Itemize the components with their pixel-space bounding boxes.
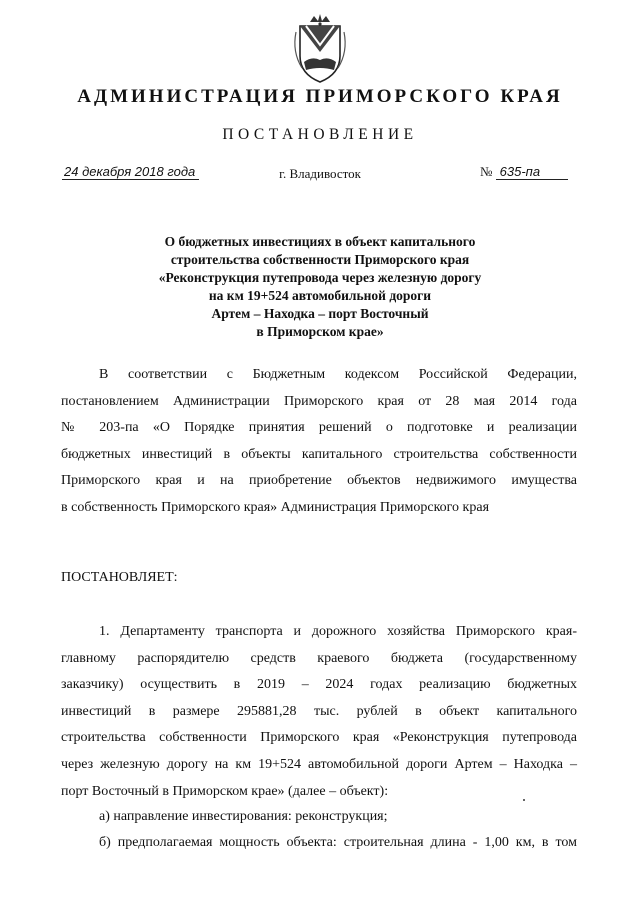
number-prefix: № xyxy=(480,164,493,179)
title-line: «Реконструкция путепровода через железную дорогу xyxy=(158,270,482,285)
preamble-line: постановлением Администрации Приморского края от 28 мая 2014 года xyxy=(61,393,577,409)
title-line: строительства собственности Приморского края xyxy=(170,252,470,267)
document-city: г. Владивосток xyxy=(279,166,361,181)
subitem-b: б) предполагаемая мощность объекта: строительная длина - 1,00 км, в том xyxy=(99,835,577,850)
title-line: О бюджетных инвестициях в объект капитального xyxy=(164,234,476,249)
preamble-paragraph xyxy=(61,362,577,522)
item-1-line: заказчику) осуществить в 2019 – 2024 годах реализацию бюджетных xyxy=(61,677,577,693)
item-1-line: главному распорядителю средств краевого бюджета (государственному xyxy=(61,650,577,666)
document-title xyxy=(120,233,520,341)
item-1-line: порт Восточный в Приморском крае» (далее – объект): xyxy=(61,783,389,799)
scan-speck xyxy=(523,799,525,801)
subitem-a-paragraph xyxy=(61,804,577,831)
item-1-line: строительства собственности Приморского края «Реконструкция путепровода xyxy=(61,730,577,746)
preamble-line: № 203-па «О Порядке принятия решений о подготовке и реализации xyxy=(61,420,577,436)
document-number xyxy=(480,164,568,180)
preamble-line: в собственность Приморского края» Администрация Приморского края xyxy=(61,499,490,515)
preamble-line: Приморского края и на приобретение объектов недвижимого имущества xyxy=(61,473,577,489)
number-value: 635-па xyxy=(496,164,568,180)
subitem-a: а) направление инвестирования: реконструкция; xyxy=(99,809,388,824)
resolves-heading: ПОСТАНОВЛЯЕТ: xyxy=(61,570,178,585)
title-line: на км 19+524 автомобильной дороги xyxy=(208,288,432,303)
preamble-line: В соответствии с Бюджетным кодексом Российской Федерации, xyxy=(99,367,577,382)
title-line: Артем – Находка – порт Восточный xyxy=(211,306,429,321)
item-1-line: через железную дорогу на км 19+524 автомобильной дороги Артем – Находка – xyxy=(61,756,577,772)
organization-name: АДМИНИСТРАЦИЯ ПРИМОРСКОГО КРАЯ xyxy=(77,86,563,107)
subitem-b-paragraph xyxy=(61,830,577,857)
title-line: в Приморском крае» xyxy=(256,324,384,339)
item-1-paragraph xyxy=(61,619,577,805)
preamble-line: бюджетных инвестиций в объекты капитального строительства собственности xyxy=(61,446,577,462)
document-type: ПОСТАНОВЛЕНИЕ xyxy=(222,126,418,143)
item-1-line: 1. Департаменту транспорта и дорожного хозяйства Приморского края- xyxy=(99,624,577,639)
item-1-line: инвестиций в размере 295881,28 тыс. рублей в объект капитального xyxy=(61,703,577,719)
document-date: 24 декабря 2018 года xyxy=(62,164,199,180)
coat-of-arms-icon xyxy=(290,12,350,84)
